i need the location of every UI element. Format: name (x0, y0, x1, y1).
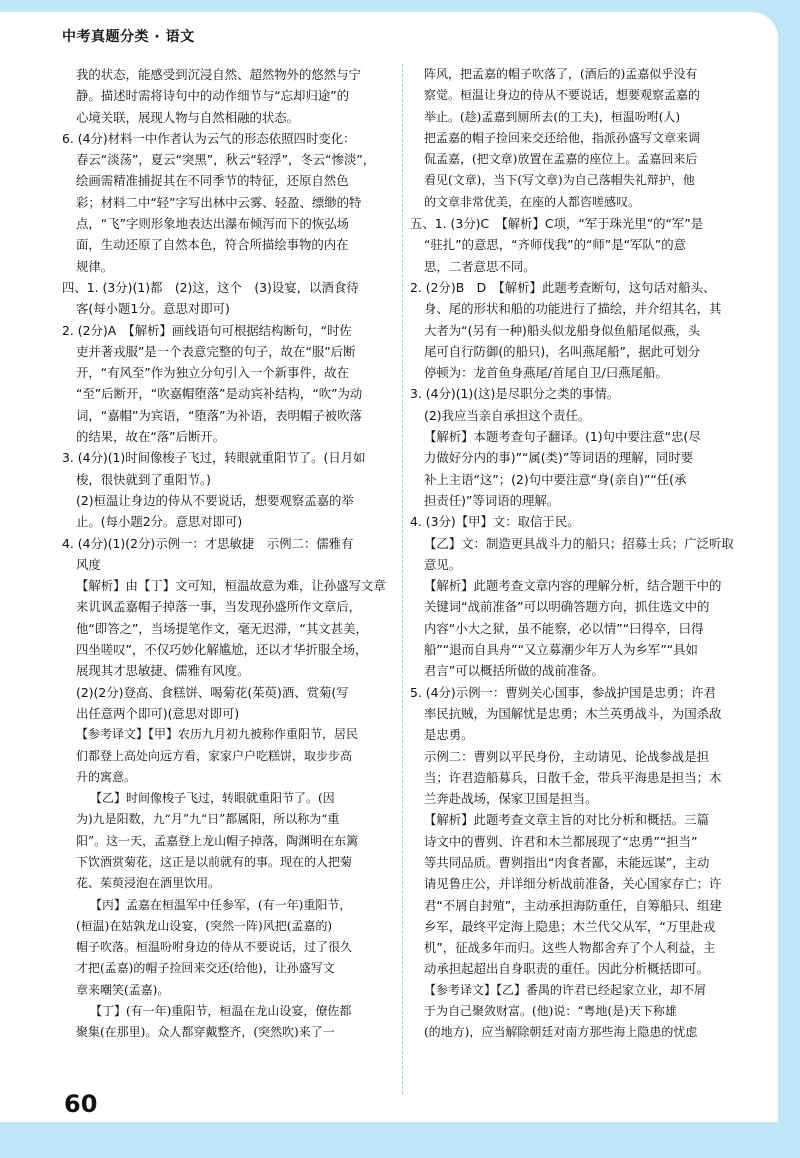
page-number: 60 (64, 1090, 98, 1118)
right-text-line: 身、尾的形状和船的功能进行了描绘，并介绍其名，其 (424, 301, 722, 317)
left-text-line: 梭，很快就到了重阳节。) (76, 471, 211, 487)
right-text-line: 力做好分内的事)”“属(类)”等词语的理解，同时要 (424, 450, 694, 466)
left-text-line: (2)(2分)登高、食糕饼、喝菊花(茱萸)酒、赏菊(写 (76, 684, 349, 700)
right-text-line: 【解析】本题考查句子翻译。(1)句中要注意“忠(尽 (424, 429, 701, 445)
left-text-line: 4. (4分)(1)(2分)示例一：才思敏捷 示例二：儒雅有 (62, 535, 354, 551)
left-text-line: 静。描述时需将诗句中的动作细节与“忘却归途”的 (76, 88, 350, 104)
right-text-line: 把孟嘉的帽子捡回来交还给他，指派孙盛写文章来调 (424, 130, 701, 145)
right-text-line: 兰奔赴战场，保家卫国是担当。 (424, 791, 598, 807)
left-text-line: 【参考译文】【甲】农历九月初九被称作重阳节，居民 (76, 727, 359, 742)
left-text-line: 春云“淡荡”，夏云“突黑”，秋云“轻浮”，冬云“惨淡”， (76, 152, 376, 168)
right-text-line: 阵风，把孟嘉的帽子吹落了，(酒后的)孟嘉似乎没有 (424, 67, 698, 81)
left-text-line: 展现其才思敏捷、儒雅有风度。 (76, 663, 250, 679)
left-text-line: 下饮酒赏菊花，这正是以前就有的事。现在的人把菊 (76, 854, 353, 869)
left-text-line: 面，生动还原了自然本色，符合所描绘事物的内在 (76, 237, 349, 253)
left-text-line: 6. (4分)材料一中作者认为云气的形态依照四时变化： (62, 130, 356, 146)
left-text-line: 出任意两个即可)(意思对即可) (76, 705, 240, 721)
right-text-line: 举止。(趁)孟嘉到厕所去(的工夫)，桓温吩咐(人) (424, 109, 681, 124)
left-text-line: 们都登上高处向远方看，家家户户吃糕饼，取步步高 (76, 748, 353, 763)
left-text-line: 帽子吹落。桓温吩咐身边的侍从不要说话，过了很久 (76, 940, 353, 955)
left-text-line: 为)九是阳数，九“月”九“日”都属阳，所以称为“重 (76, 812, 340, 827)
right-text-line: 五、1. (3分)C 【解析】C项，“军于珠光里”的“军”是 (410, 216, 704, 232)
left-text-line: 规律。 (76, 258, 114, 274)
left-text-line: 2. (2分)A 【解析】画线语句可根据结构断句，“时佐 (62, 322, 352, 338)
left-text-line: 【丁】(有一年)重阳节，桓温在龙山设宴，僚佐都 (84, 1004, 352, 1019)
right-text-line: 君言”可以概括所做的战前准备。 (424, 663, 604, 679)
right-text-line: 思，二者意思不同。 (424, 258, 536, 274)
page-header-title: 中考真题分类 · 语文 (62, 29, 195, 45)
left-text-line: 心境关联，展现人物与自然相融的状态。 (76, 109, 300, 125)
left-text-line: 词，“嘉帽”为宾语，“堕落”为补语，表明帽子被吹落 (76, 407, 362, 423)
right-text-line: 5. (4分)示例一：曹刿关心国事，参战护国是忠勇；许君 (410, 684, 716, 700)
right-text-line: 请见鲁庄公，并详细分析战前准备，关心国家存亡；许 (424, 876, 722, 892)
right-text-line: 船”“退而自具舟”“又立募潮少年万人为乡军”“具如 (424, 642, 698, 658)
right-text-line: 尾可自行防御(的船只)，名叫燕尾船”，据此可划分 (424, 343, 701, 359)
right-text-line: “驻扎”的意思，“齐师伐我”的“师”是“军队”的意 (424, 237, 686, 253)
right-text-line: 看见(文章)，当下(写文章)为自己落帽失礼辩护，他 (424, 173, 695, 188)
right-text-line: 察觉。桓温让身边的侍从不要说话，想要观察孟嘉的 (424, 88, 701, 103)
right-text-line: 当；许君造船募兵，日散千金，带兵平海患是担当；木 (424, 769, 722, 785)
right-text-line: 是忠勇。 (424, 727, 474, 743)
left-text-line: 【丙】孟嘉在桓温军中任参军，(有一年)重阳节， (84, 897, 352, 912)
right-text-line: 关键词“战前准备”可以明确答题方向，抓住选文中的 (424, 599, 710, 615)
right-text-line: 担责任)”等词语的理解。 (424, 492, 560, 508)
right-text-line: 侃孟嘉，(把文章)放置在孟嘉的座位上。孟嘉回来后 (424, 152, 698, 167)
left-text-line: 章来嘲笑(孟嘉)。 (76, 982, 170, 997)
left-text-line: 四、1. (3分)(1)都 (2)这，这个 (3)设宴，以酒食待 (62, 279, 359, 295)
left-text-line: 3. (4分)(1)时间像梭子飞过，转眼就重阳节了。(日月如 (62, 450, 366, 466)
left-text-line: 开，“有风至”作为独立分句引入一个新事件，故在 (76, 365, 350, 381)
left-column (62, 64, 394, 1044)
right-text-line: 于为自己聚敛财富。(他)说：“粤地(是)天下称雄 (424, 1004, 677, 1019)
right-color-band (778, 0, 800, 1158)
left-text-line: 【乙】时间像梭子飞过，转眼就重阳节了。(因 (84, 791, 335, 806)
right-text-line: 停顿为：龙首鱼身燕尾/首尾自卫/曰燕尾船。 (424, 365, 668, 381)
left-text-line: 点，“飞”字则形象地表达出瀑布倾泻而下的恢弘场 (76, 216, 350, 232)
right-text-line: 君“不屑自封殖”，主动承担海防重任，自筹船只、组建 (424, 897, 722, 913)
left-text-line: “至”后断开，“吹嘉帽堕落”是动宾补结构，“吹”为动 (76, 386, 363, 402)
left-text-line: 来讥讽孟嘉帽子掉落一事，当发现孙盛所作文章后， (76, 599, 361, 615)
right-text-line: (的地方)，应当解除朝廷对南方那些海上隐患的忧虑 (424, 1025, 698, 1040)
right-text-line: 【乙】文：制造更具战斗力的船只；招募士兵；广泛听取 (424, 535, 734, 551)
right-text-line: 示例二：曹刿以平民身份，主动请见、论战参战是担 (424, 748, 709, 764)
left-text-line: 聚集(在那里)。众人都穿戴整齐，(突然吹)来了一 (76, 1025, 335, 1040)
left-text-line: 四坐嗟叹”，不仅巧妙化解尴尬，还以才华折服全场， (76, 642, 368, 658)
right-text-line: 4. (3分)【甲】文：取信于民。 (410, 514, 580, 530)
left-text-line: 我的状态，能感受到沉浸自然、超然物外的悠然与宁 (76, 67, 361, 82)
right-text-line: 乡军，最终平定海上隐患；木兰代父从军，“万里赴戎 (424, 918, 716, 934)
right-text-line: 【参考译文】【乙】番禺的许君已经起家立业，却不屑 (424, 982, 707, 997)
right-text-line: 机”，征战多年而归。这些人物都舍弃了个人利益，主 (424, 940, 716, 956)
right-text-line: 2. (2分)B D 【解析】此题考查断句，这句话对船头、 (410, 279, 716, 295)
left-text-line: 【解析】由【丁】文可知，桓温故意为难，让孙盛写文章 (76, 578, 386, 594)
left-text-line: 吏并著戎服”是一个表意完整的句子，故在“服”后断 (76, 343, 356, 359)
right-text-line: 3. (4分)(1)(这)是尽职分之类的事情。 (410, 386, 620, 402)
left-text-line: 彩；材料二中“轻”字写出林中云雾、轻盈、缥缈的特 (76, 194, 362, 210)
left-text-line: (2)桓温让身边的侍从不要说话，想要观察孟嘉的举 (76, 492, 354, 508)
left-text-line: 止。(每小题2分。意思对即可) (76, 514, 243, 530)
right-text-line: (2)我应当亲自承担这个责任。 (424, 407, 591, 423)
left-text-line: 的结果，故在“落”后断开。 (76, 429, 226, 445)
left-text-line: 绘画需精准捕捉其在不同季节的特征，还原自然色 (76, 173, 349, 189)
left-text-line: 才把(孟嘉)的帽子捡回来交还(给他)，让孙盛写文 (76, 961, 335, 976)
right-text-line: 率民抗贼，为国解忧是忠勇；木兰英勇战斗，为国杀敌 (424, 705, 722, 721)
left-text-line: 花、茱萸浸泡在酒里饮用。 (76, 876, 221, 891)
left-text-line: 客(每小题1分。意思对即可) (76, 301, 230, 317)
right-text-line: 补上主语“这”；(2)句中要注意“身(亲自)”“任(承 (424, 471, 687, 487)
right-text-line: 诗文中的曹刿、许君和木兰都展现了“忠勇”“担当” (424, 833, 698, 849)
right-text-line: 内容“小大之狱，虽不能察，必以情”“曰得卒，曰得 (424, 620, 704, 636)
left-text-line: 升的寓意。 (76, 769, 137, 784)
right-text-line: 【解析】此题考查文章主旨的对比分析和概括。三篇 (424, 812, 709, 828)
right-text-line: 等共同品质。曹刿指出“肉食者鄙，未能远谋”，主动 (424, 854, 710, 870)
left-text-line: (桓温)在姑孰龙山设宴，(突然一阵)风把(孟嘉的) (76, 918, 333, 933)
left-text-line: 风度 (76, 556, 101, 572)
right-column (410, 64, 740, 1044)
left-text-line: 阳”。这一天，孟嘉登上龙山帽子掉落，陶渊明在东篱 (76, 833, 359, 848)
bottom-color-band (0, 1122, 800, 1158)
right-text-line: 大者为“(另有一种)船头似龙船身似鱼船尾似燕，头 (424, 322, 701, 338)
right-text-line: 意见。 (424, 556, 462, 572)
right-text-line: 动承担起超出自身职责的重任。因此分析概括即可。 (424, 961, 709, 977)
column-divider (402, 64, 403, 1094)
right-text-line: 【解析】此题考查文章内容的理解分析，结合题干中的 (424, 578, 722, 594)
right-text-line: 的文章非常优美，在座的人都咨嗟感叹。 (424, 194, 641, 209)
left-text-line: 他“即答之”，当场提笔作文，毫无迟滞，“其文甚美， (76, 620, 368, 636)
